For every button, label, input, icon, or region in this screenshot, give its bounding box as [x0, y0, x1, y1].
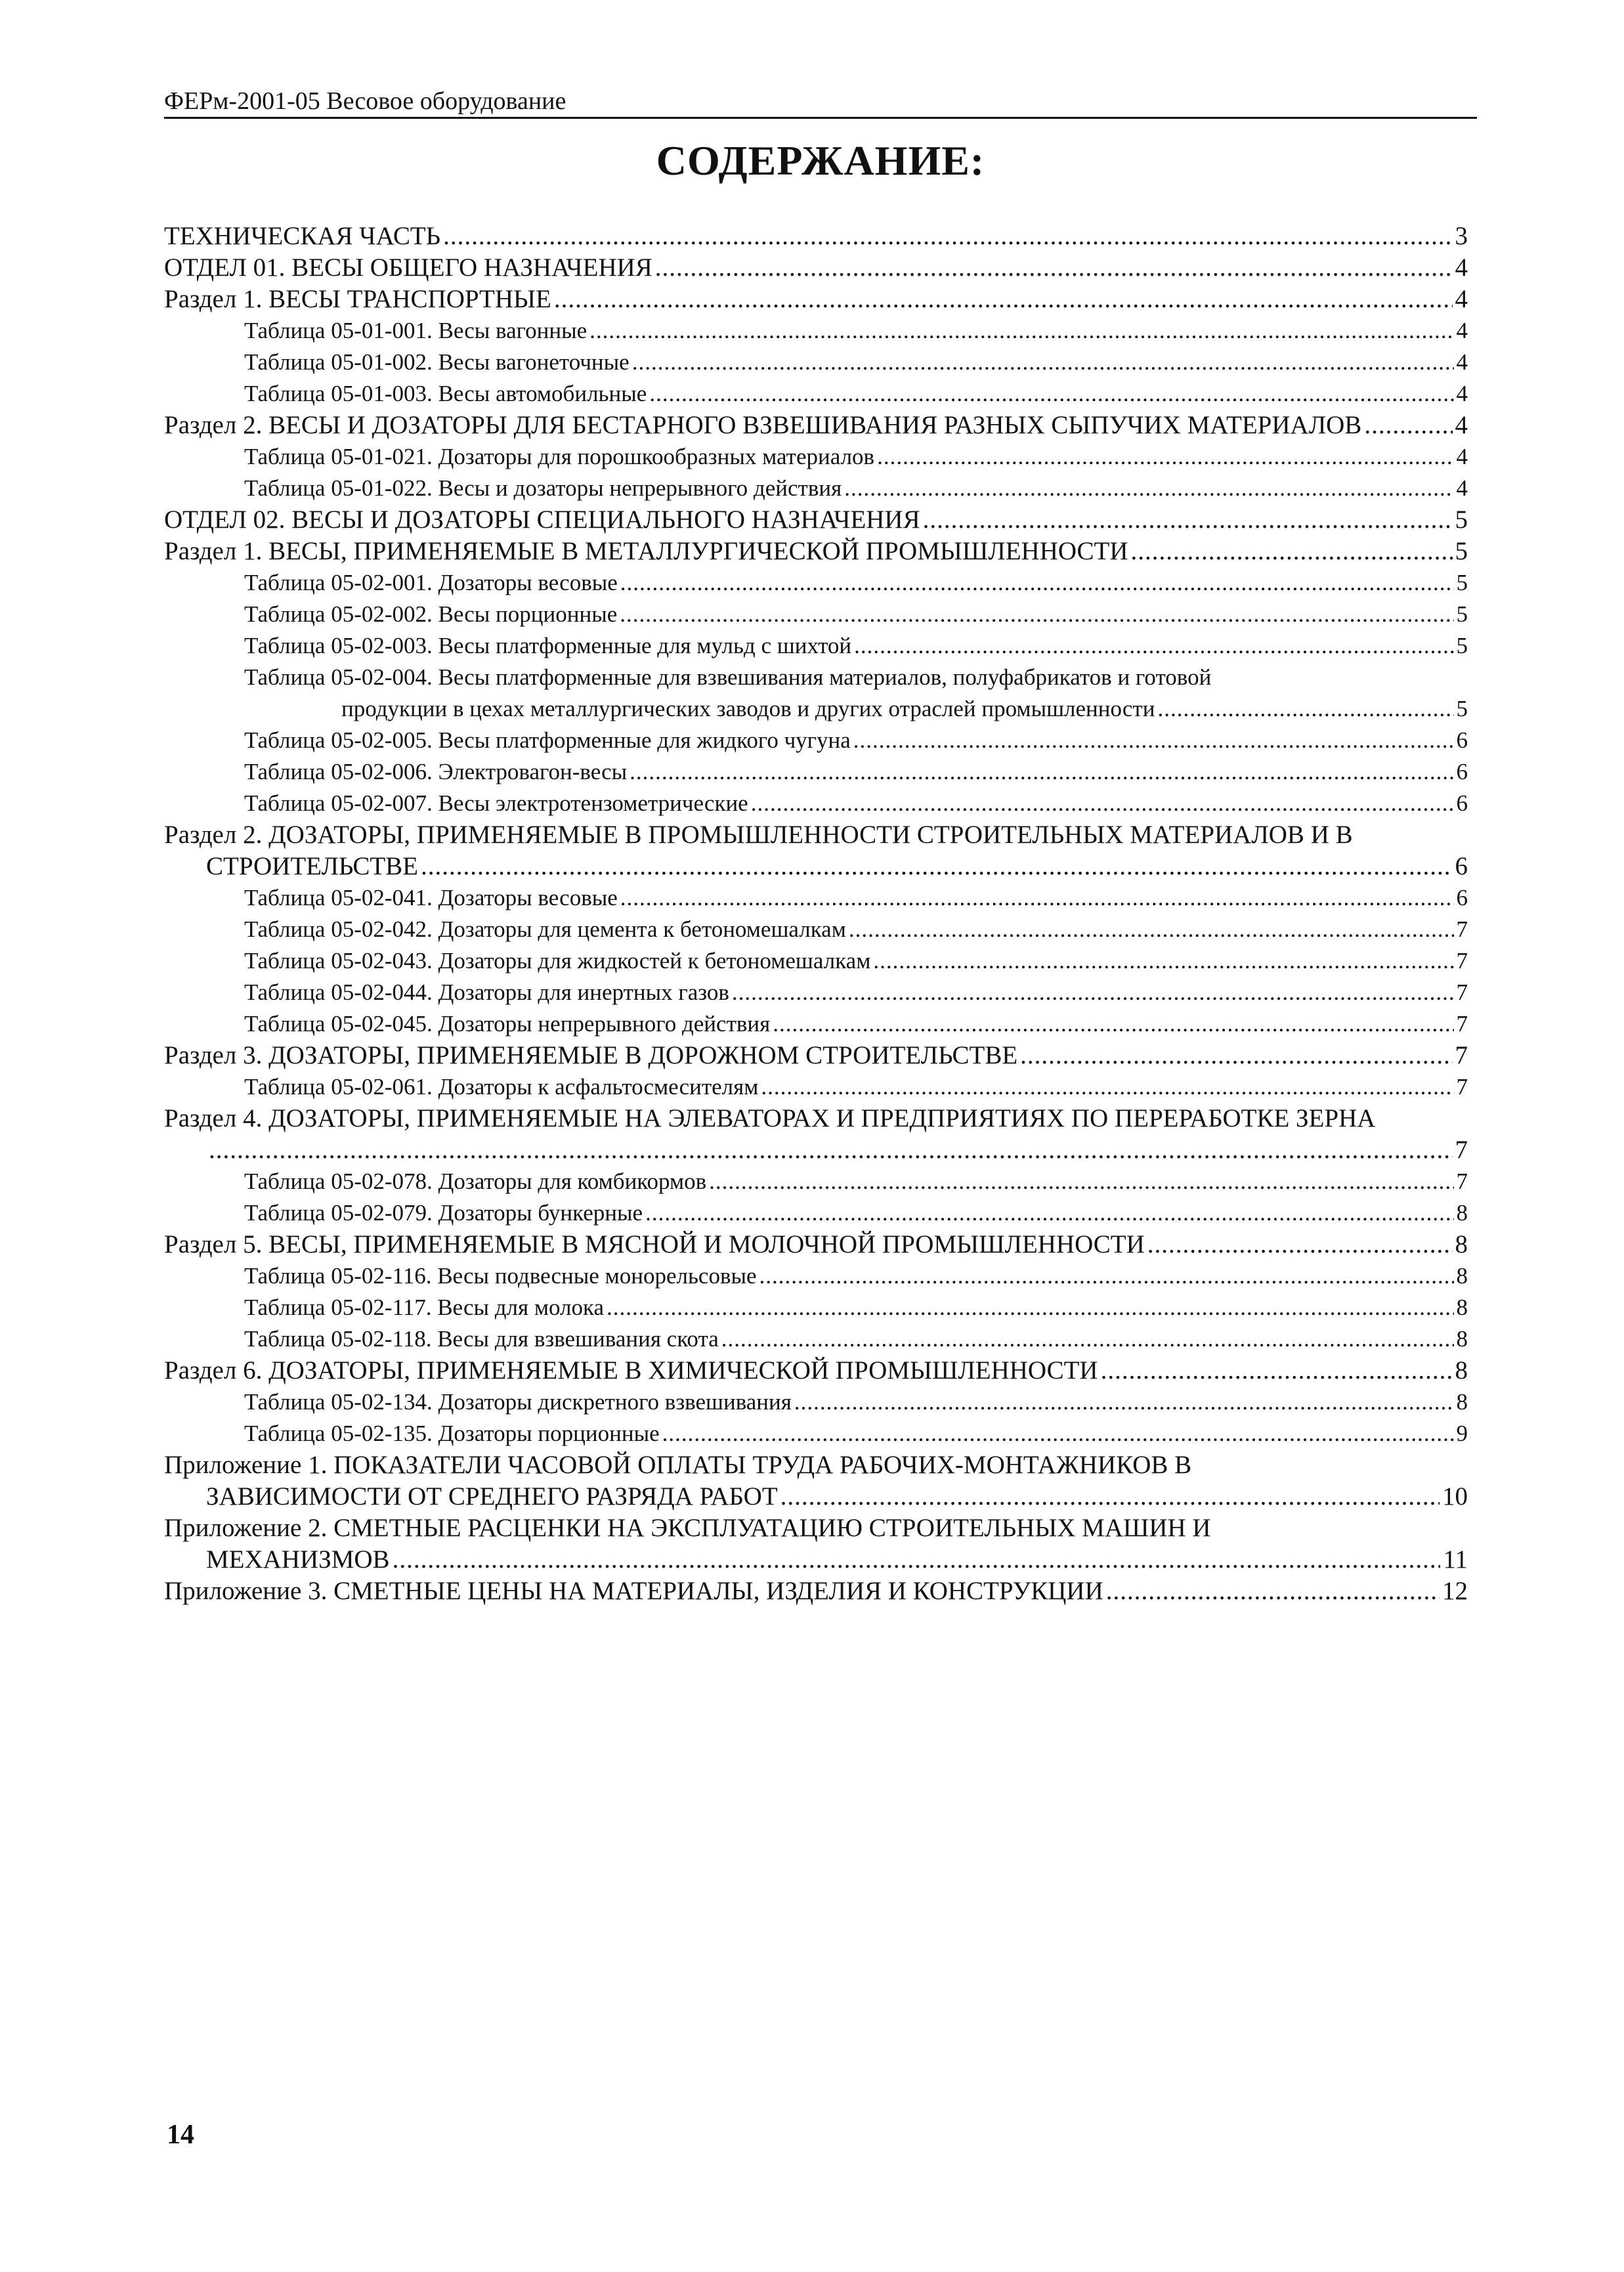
- toc-entry-line: [164, 1575, 1468, 1607]
- toc-entry-line: [164, 1544, 1468, 1575]
- toc-entry-line: [164, 693, 1468, 725]
- toc-entry-line: [164, 1103, 1468, 1134]
- toc-entry-line: [164, 315, 1468, 347]
- toc-page-number: 5: [1456, 696, 1468, 721]
- toc-entry-text: Таблица 05-02-116. Весы подвесные монорельсовые: [244, 1263, 757, 1289]
- toc-page-number: 4: [1455, 411, 1468, 439]
- toc-dot-leader: [620, 599, 1453, 630]
- toc-entry-text: МЕХАНИЗМОВ: [206, 1545, 390, 1574]
- toc-dot-leader: [794, 1386, 1454, 1418]
- toc-entry-text: Таблица 05-02-061. Дозаторы к асфальтосмесителям: [244, 1074, 759, 1100]
- toc-entry: [164, 756, 1468, 788]
- toc-entry-text: Таблица 05-02-117. Весы для молока: [244, 1295, 605, 1320]
- toc-page-number: 6: [1456, 790, 1468, 816]
- toc-dot-leader: [662, 1418, 1454, 1449]
- toc-entry-line: [164, 441, 1468, 473]
- toc-dot-leader: [721, 1323, 1454, 1355]
- toc-entry-text: Таблица 05-02-041. Дозаторы весовые: [244, 885, 618, 911]
- toc-page-number: 7: [1456, 948, 1468, 974]
- toc-dot-leader: [632, 347, 1454, 378]
- toc-entry-text: Приложение 3. СМЕТНЫЕ ЦЕНЫ НА МАТЕРИАЛЫ, ИЗДЕЛИЯ И КОНСТРУКЦИИ: [164, 1577, 1103, 1605]
- toc-entry: [164, 725, 1468, 756]
- toc-entry-line: [164, 819, 1468, 851]
- toc-entry-line: [164, 756, 1468, 788]
- toc-entry: [164, 536, 1468, 567]
- toc-entry-text: Таблица 05-01-001. Весы вагонные: [244, 318, 588, 343]
- toc-entry-text: Таблица 05-02-042. Дозаторы для цемента к бетономешалкам: [244, 916, 846, 942]
- toc-entry: [164, 914, 1468, 945]
- toc-entry-line: [164, 221, 1468, 252]
- toc-dot-leader: [759, 1260, 1454, 1292]
- toc-dot-leader: [1020, 1040, 1452, 1071]
- toc-page-number: 8: [1456, 1263, 1468, 1289]
- toc-entry-text: Таблица 05-02-006. Электровагон-весы: [244, 759, 628, 784]
- toc-page-number: 8: [1455, 1230, 1468, 1258]
- toc-page-number: 6: [1456, 759, 1468, 784]
- toc-entry: [164, 1008, 1468, 1040]
- toc-page-number: 5: [1456, 633, 1468, 658]
- toc-entry-line: [164, 1418, 1468, 1449]
- toc-entry: [164, 1449, 1468, 1512]
- page-title: СОДЕРЖАНИЕ:: [656, 137, 985, 184]
- toc-dot-leader: [732, 977, 1454, 1008]
- toc-entry: [164, 284, 1468, 315]
- toc-entry-text: Таблица 05-02-134. Дозаторы дискретного взвешивания: [244, 1389, 792, 1415]
- toc-entry-line: [164, 882, 1468, 914]
- toc-page-number: 4: [1455, 285, 1468, 313]
- toc-dot-leader: [923, 504, 1453, 536]
- toc-entry: [164, 882, 1468, 914]
- toc-entry-text: Раздел 4. ДОЗАТОРЫ, ПРИМЕНЯЕМЫЕ НА ЭЛЕВАТОРАХ И ПРЕДПРИЯТИЯХ ПО ПЕРЕРАБОТКЕ ЗЕРНА: [164, 1104, 1376, 1132]
- toc-page-number: 4: [1456, 475, 1468, 501]
- toc-entry-line: [164, 1355, 1468, 1386]
- toc-entry-text: Таблица 05-02-135. Дозаторы порционные: [244, 1421, 660, 1446]
- toc-entry-text: Раздел 1. ВЕСЫ, ПРИМЕНЯЕМЫЕ В МЕТАЛЛУРГИЧЕСКОЙ ПРОМЫШЛЕННОСТИ: [164, 537, 1128, 565]
- toc-page-number: 7: [1456, 1168, 1468, 1194]
- toc-entry: [164, 599, 1468, 630]
- toc-page-number: 9: [1456, 1421, 1468, 1446]
- toc-entry: [164, 1071, 1468, 1103]
- page-number: 14: [167, 2120, 194, 2150]
- toc-entry-text: Таблица 05-02-004. Весы платформенные для взвешивания материалов, полуфабрикатов и готовой: [244, 664, 1212, 690]
- toc-page-number: 6: [1455, 852, 1468, 880]
- toc-page-number: 5: [1456, 601, 1468, 627]
- toc-page-number: 7: [1456, 1011, 1468, 1037]
- toc-entry: [164, 378, 1468, 410]
- toc-entry-line: [164, 977, 1468, 1008]
- toc-entry: [164, 977, 1468, 1008]
- toc-entry-line: [164, 252, 1468, 284]
- toc-dot-leader: [630, 756, 1453, 788]
- toc-entry-text: Таблица 05-02-043. Дозаторы для жидкостей к бетономешалкам: [244, 948, 871, 974]
- toc-dot-leader: [421, 851, 1452, 882]
- header-rule: [164, 117, 1477, 119]
- toc-dot-leader: [853, 725, 1454, 756]
- toc-entry: [164, 1197, 1468, 1229]
- toc-entry-line: [164, 851, 1468, 882]
- toc-dot-leader: [873, 945, 1453, 977]
- toc-dot-leader: [620, 882, 1454, 914]
- toc-entry-line: [164, 1512, 1468, 1544]
- toc-dot-leader: [443, 221, 1452, 252]
- toc-page-number: 4: [1456, 381, 1468, 406]
- toc-page-number: 7: [1456, 1074, 1468, 1100]
- toc-entry-text: Таблица 05-02-007. Весы электротензометрические: [244, 790, 748, 816]
- toc-page-number: 8: [1456, 1389, 1468, 1415]
- toc-dot-leader: [1106, 1575, 1440, 1607]
- toc-entry-text: продукции в цехах металлургических заводов и других отраслей промышленности: [341, 696, 1155, 721]
- toc-entry-text: ОТДЕЛ 01. ВЕСЫ ОБЩЕГО НАЗНАЧЕНИЯ: [164, 253, 652, 282]
- toc-entry-line: [164, 725, 1468, 756]
- toc-dot-leader: [849, 914, 1454, 945]
- toc-entry: [164, 473, 1468, 504]
- toc-entry-line: [164, 630, 1468, 662]
- toc-page-number: 5: [1455, 537, 1468, 565]
- toc-dot-leader: [620, 567, 1454, 599]
- toc-page-number: 8: [1456, 1200, 1468, 1226]
- toc-page-number: 7: [1456, 916, 1468, 942]
- toc-entry-text: Таблица 05-02-003. Весы платформенные для мульд с шихтой: [244, 633, 852, 658]
- toc-dot-leader: [1157, 693, 1453, 725]
- toc-entry: [164, 567, 1468, 599]
- toc-entry-line: [164, 599, 1468, 630]
- toc-entry-line: [164, 536, 1468, 567]
- toc-page-number: 6: [1456, 727, 1468, 753]
- toc-dot-leader: [589, 315, 1453, 347]
- toc-entry: [164, 1418, 1468, 1449]
- toc-entry-text: Таблица 05-02-002. Весы порционные: [244, 601, 618, 627]
- toc-page-number: 5: [1455, 505, 1468, 534]
- toc-page-number: 4: [1455, 253, 1468, 282]
- toc-entry: [164, 252, 1468, 284]
- toc-entry-line: [164, 347, 1468, 378]
- toc-dot-leader: [1364, 410, 1452, 441]
- toc-dot-leader: [751, 788, 1454, 819]
- toc-entry-text: Таблица 05-02-005. Весы платформенные для жидкого чугуна: [244, 727, 851, 753]
- toc-dot-leader: [607, 1292, 1453, 1323]
- toc-dot-leader: [655, 252, 1453, 284]
- toc-entry-text: Таблица 05-01-002. Весы вагонеточные: [244, 349, 630, 375]
- toc-entry: [164, 1040, 1468, 1071]
- toc-page-number: 8: [1456, 1295, 1468, 1320]
- toc-entry-line: [164, 1260, 1468, 1292]
- toc-entry-text: Таблица 05-01-003. Весы автомобильные: [244, 381, 647, 406]
- toc-entry-line: [164, 1292, 1468, 1323]
- toc-entry-text: Раздел 2. ВЕСЫ И ДОЗАТОРЫ ДЛЯ БЕСТАРНОГО ВЗВЕШИВАНИЯ РАЗНЫХ СЫПУЧИХ МАТЕРИАЛОВ: [164, 411, 1362, 439]
- toc-page-number: 4: [1456, 318, 1468, 343]
- toc-entry-line: [164, 914, 1468, 945]
- toc-entry-text: Раздел 2. ДОЗАТОРЫ, ПРИМЕНЯЕМЫЕ В ПРОМЫШЛЕННОСТИ СТРОИТЕЛЬНЫХ МАТЕРИАЛОВ И В: [164, 821, 1353, 849]
- toc-entry-line: [164, 662, 1468, 693]
- toc-entry-line: [164, 284, 1468, 315]
- toc-dot-leader: [773, 1008, 1453, 1040]
- toc-dot-leader: [877, 441, 1453, 473]
- toc-entry: [164, 347, 1468, 378]
- toc-entry: [164, 1323, 1468, 1355]
- toc-entry-text: Таблица 05-02-079. Дозаторы бункерные: [244, 1200, 643, 1226]
- toc-dot-leader: [780, 1481, 1440, 1512]
- toc-entry-line: [164, 378, 1468, 410]
- toc-page-number: 7: [1455, 1136, 1468, 1164]
- toc-page-number: 12: [1442, 1577, 1468, 1605]
- header-title: ФЕРм-2001-05 Весовое оборудование: [164, 87, 566, 115]
- toc-page-number: 8: [1456, 1326, 1468, 1352]
- toc-entry: [164, 788, 1468, 819]
- toc-entry: [164, 1575, 1468, 1607]
- toc-entry-text: Таблица 05-02-044. Дозаторы для инертных газов: [244, 979, 729, 1005]
- toc-entry: [164, 1103, 1468, 1166]
- toc-dot-leader: [1147, 1229, 1453, 1260]
- toc-entry-text: Раздел 5. ВЕСЫ, ПРИМЕНЯЕМЫЕ В МЯСНОЙ И МОЛОЧНОЙ ПРОМЫШЛЕННОСТИ: [164, 1230, 1145, 1258]
- toc-entry: [164, 1166, 1468, 1197]
- toc-entry-text: Раздел 6. ДОЗАТОРЫ, ПРИМЕНЯЕМЫЕ В ХИМИЧЕСКОЙ ПРОМЫШЛЕННОСТИ: [164, 1356, 1098, 1384]
- toc-entry-text: ЗАВИСИМОСТИ ОТ СРЕДНЕГО РАЗРЯДА РАБОТ: [206, 1482, 778, 1511]
- toc-entry: [164, 630, 1468, 662]
- toc-page-number: 11: [1443, 1545, 1468, 1574]
- toc-entry-text: Таблица 05-02-118. Весы для взвешивания скота: [244, 1326, 719, 1352]
- toc-entry-line: [164, 1229, 1468, 1260]
- toc-entry-text: Приложение 1. ПОКАЗАТЕЛИ ЧАСОВОЙ ОПЛАТЫ ТРУДА РАБОЧИХ-МОНТАЖНИКОВ В: [164, 1451, 1192, 1479]
- toc-dot-leader: [844, 473, 1453, 504]
- toc-dot-leader: [209, 1134, 1453, 1166]
- toc-entry-text: ОТДЕЛ 02. ВЕСЫ И ДОЗАТОРЫ СПЕЦИАЛЬНОГО НАЗНАЧЕНИЯ: [164, 505, 920, 534]
- toc-entry: [164, 1386, 1468, 1418]
- toc-entry: [164, 410, 1468, 441]
- toc-entry-line: [164, 1323, 1468, 1355]
- toc-entry-line: [164, 788, 1468, 819]
- toc-entry: [164, 1292, 1468, 1323]
- toc-entry: [164, 441, 1468, 473]
- toc-entry: [164, 662, 1468, 725]
- toc-entry-text: Таблица 05-02-001. Дозаторы весовые: [244, 570, 618, 595]
- toc-dot-leader: [761, 1071, 1453, 1103]
- toc-entry-line: [164, 1071, 1468, 1103]
- toc-entry: [164, 819, 1468, 882]
- toc-entry-text: Приложение 2. СМЕТНЫЕ РАСЦЕНКИ НА ЭКСПЛУАТАЦИЮ СТРОИТЕЛЬНЫХ МАШИН И: [164, 1514, 1211, 1542]
- toc-entry-text: Таблица 05-02-045. Дозаторы непрерывного действия: [244, 1011, 771, 1037]
- toc-entry-line: [164, 567, 1468, 599]
- toc-page-number: 8: [1455, 1356, 1468, 1384]
- table-of-contents: [164, 221, 1468, 1607]
- toc-entry-line: [164, 473, 1468, 504]
- toc-entry-text: Таблица 05-01-022. Весы и дозаторы непрерывного действия: [244, 475, 842, 501]
- toc-entry-text: Таблица 05-01-021. Дозаторы для порошкообразных материалов: [244, 444, 875, 469]
- toc-dot-leader: [854, 630, 1453, 662]
- toc-entry-line: [164, 504, 1468, 536]
- toc-entry: [164, 504, 1468, 536]
- toc-dot-leader: [709, 1166, 1453, 1197]
- toc-entry-line: [164, 1040, 1468, 1071]
- toc-page-number: 3: [1455, 222, 1468, 250]
- toc-entry-line: [164, 410, 1468, 441]
- toc-entry: [164, 1260, 1468, 1292]
- toc-page-number: 4: [1456, 444, 1468, 469]
- toc-page-number: 4: [1456, 349, 1468, 375]
- toc-dot-leader: [1101, 1355, 1453, 1386]
- toc-entry-line: [164, 945, 1468, 977]
- toc-entry-text: Раздел 3. ДОЗАТОРЫ, ПРИМЕНЯЕМЫЕ В ДОРОЖНОМ СТРОИТЕЛЬСТВЕ: [164, 1041, 1018, 1069]
- toc-dot-leader: [645, 1197, 1453, 1229]
- toc-entry-line: [164, 1166, 1468, 1197]
- toc-entry: [164, 221, 1468, 252]
- toc-page-number: 7: [1456, 979, 1468, 1005]
- toc-entry: [164, 1512, 1468, 1575]
- toc-entry: [164, 1355, 1468, 1386]
- toc-entry-line: [164, 1481, 1468, 1512]
- toc-entry-line: [164, 1197, 1468, 1229]
- toc-entry: [164, 315, 1468, 347]
- toc-dot-leader: [393, 1544, 1441, 1575]
- toc-entry-line: [164, 1008, 1468, 1040]
- toc-page-number: 10: [1442, 1482, 1468, 1511]
- toc-page-number: 5: [1456, 570, 1468, 595]
- toc-entry: [164, 945, 1468, 977]
- toc-page-number: 6: [1456, 885, 1468, 911]
- toc-entry-line: [164, 1134, 1468, 1166]
- toc-dot-leader: [1131, 536, 1453, 567]
- toc-entry-line: [164, 1386, 1468, 1418]
- toc-page-number: 7: [1455, 1041, 1468, 1069]
- toc-dot-leader: [554, 284, 1453, 315]
- toc-dot-leader: [649, 378, 1453, 410]
- running-header: [164, 87, 1477, 118]
- toc-entry-text: Раздел 1. ВЕСЫ ТРАНСПОРТНЫЕ: [164, 285, 551, 313]
- toc-entry-text: Таблица 05-02-078. Дозаторы для комбикормов: [244, 1168, 707, 1194]
- toc-entry-text: СТРОИТЕЛЬСТВЕ: [206, 852, 419, 880]
- toc-entry: [164, 1229, 1468, 1260]
- toc-entry-text: ТЕХНИЧЕСКАЯ ЧАСТЬ: [164, 222, 441, 250]
- toc-entry-line: [164, 1449, 1468, 1481]
